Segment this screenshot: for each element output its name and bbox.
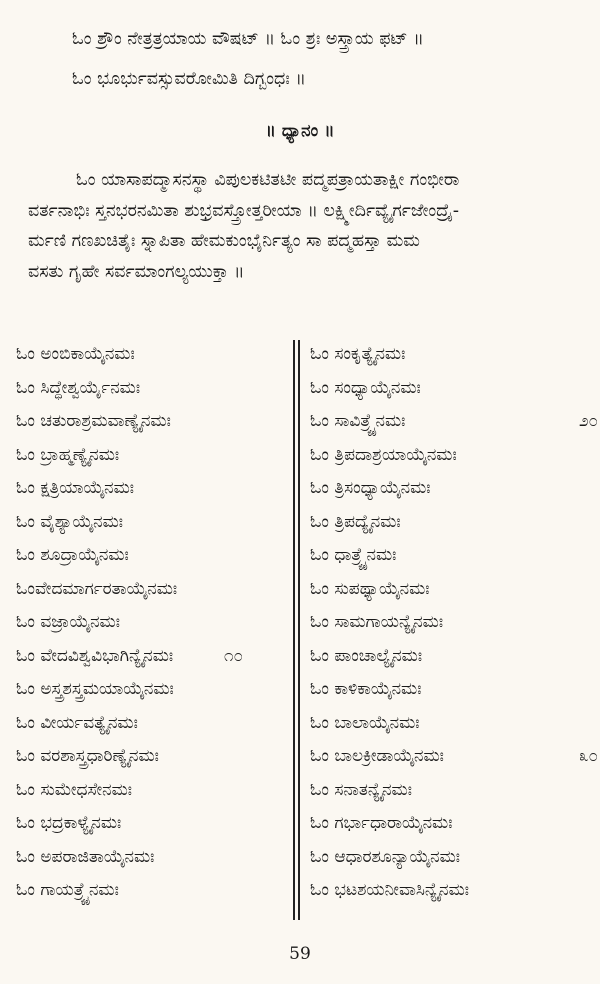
name-list-item bbox=[310, 539, 578, 573]
name-list-item bbox=[310, 707, 578, 741]
name-list-item bbox=[16, 372, 284, 406]
name-text: ಓಂ ವರಶಾಸ್ತ್ರಧಾರಿಣ್ಯೈನಮಃ bbox=[16, 746, 159, 766]
name-list-item bbox=[310, 573, 578, 607]
name-text: ಓಂ ಸಾಮಗಾಯನ್ಯೈನಮಃ bbox=[310, 612, 444, 632]
name-list-item bbox=[16, 405, 284, 439]
name-text: ಓಂ ತ್ರಿಸಂಧ್ಯಾಯೈನಮಃ bbox=[310, 478, 431, 498]
mantra-line-2: ಓಂ ಭೂರ್ಭುವಸ್ಸುವರೋಮಿತಿ ದಿಗ್ಬಂಧಃ ॥ bbox=[72, 69, 306, 89]
name-list-item bbox=[310, 506, 578, 540]
name-list-item bbox=[310, 740, 598, 774]
name-list-item bbox=[16, 807, 284, 841]
name-list-item bbox=[310, 874, 578, 908]
name-text: ಓಂ ಅಂಬಿಕಾಯೈನಮಃ bbox=[16, 344, 135, 364]
name-text: ಓಂ ಶೂದ್ರಾಯೈನಮಃ bbox=[16, 545, 129, 565]
name-text: ಓಂ ಬಾಲಕ್ರೀಡಾಯೈನಮಃ bbox=[310, 746, 444, 766]
name-list-item bbox=[16, 874, 284, 908]
name-text: ಓಂ ಅಸ್ತ್ರಶಸ್ತ್ರಮಯಾಯೈನಮಃ bbox=[16, 679, 174, 699]
name-text: ಓಂ ಕ್ಷತ್ರಿಯಾಯೈನಮಃ bbox=[16, 478, 135, 498]
name-text: ಓಂ ಗರ್ಭಾಧಾರಾಯೈನಮಃ bbox=[310, 813, 453, 833]
name-list-item bbox=[16, 506, 284, 540]
dhyana-line: ವಸತು ಗೃಹೇ ಸರ್ವಮಾಂಗಲ್ಯಯುಕ್ತಾ ॥ bbox=[28, 261, 245, 282]
name-text: ಓಂ ಕಾಳಿಕಾಯೈನಮಃ bbox=[310, 679, 422, 699]
name-list-item bbox=[16, 573, 284, 607]
name-text: ಓಂ ತ್ರಿಪದಾಶ್ರಯಾಯೈನಮಃ bbox=[310, 444, 457, 465]
name-text: ಓಂ ಪಾಂಚಾಲ್ಯೈನಮಃ bbox=[310, 645, 423, 666]
name-list-item bbox=[310, 640, 578, 674]
dhyana-verse bbox=[28, 165, 573, 287]
name-text: ಓಂ ಭಟಶಯನೀವಾಸಿನ್ಯೈನಮಃ bbox=[310, 880, 469, 900]
name-list-item bbox=[310, 439, 578, 473]
name-text: ಓಂ ಗಾಯತ್ರ್ಯೈನಮಃ bbox=[16, 880, 119, 900]
name-list-item bbox=[310, 807, 578, 841]
name-text: ಓಂ ಚತುರಾಶ್ರಮವಾಣ್ಯೈನಮಃ bbox=[16, 411, 171, 431]
name-text: ಓಂ ಸಾವಿತ್ರ್ಯೈನಮಃ bbox=[310, 411, 406, 431]
name-list-item bbox=[310, 673, 578, 707]
name-list-item bbox=[16, 774, 284, 808]
verse-number: ೨೦ bbox=[578, 411, 598, 431]
name-text: ಓಂವೇದಮಾರ್ಗರತಾಯೈನಮಃ bbox=[16, 578, 178, 599]
name-text: ಓಂ ವೈಶ್ಯಾಯೈನಮಃ bbox=[16, 511, 123, 532]
name-text: ಓಂ ಸುಪಥ್ಯಾಯೈನಮಃ bbox=[310, 578, 430, 599]
verse-number: ೧೦ bbox=[224, 645, 244, 666]
name-text: ಓಂ ವೀರ್ಯವತ್ಯೈನಮಃ bbox=[16, 712, 138, 733]
column-divider bbox=[298, 340, 300, 920]
name-text: ಓಂ ಸಂಕೃತ್ಯೈನಮಃ bbox=[310, 344, 406, 364]
name-text: ಓಂ ಸಿದ್ಧೇಶ್ವರ್ಯೈನಮಃ bbox=[16, 377, 141, 398]
name-list-item bbox=[16, 740, 284, 774]
name-list-item bbox=[16, 439, 284, 473]
name-list-item bbox=[310, 405, 598, 439]
name-list-item bbox=[16, 539, 284, 573]
name-text: ಓಂ ಸುಮೇಧಸೇನಮಃ bbox=[16, 779, 132, 800]
name-text: ಓಂ ಧಾತ್ರ್ಯೈನಮಃ bbox=[310, 545, 397, 565]
name-list-item bbox=[310, 606, 578, 640]
left-names-column bbox=[16, 338, 284, 908]
name-list-item bbox=[16, 841, 284, 875]
name-text: ಓಂ ತ್ರಿಪದ್ಯೈನಮಃ bbox=[310, 511, 401, 532]
name-text: ಓಂ ವೇದವಿಶ್ವವಿಭಾಗಿನ್ಯೈನಮಃ bbox=[16, 645, 174, 666]
name-text: ಓಂ ಆಧಾರಶೂನ್ಯಾಯೈನಮಃ bbox=[310, 846, 461, 867]
name-list-item bbox=[310, 372, 578, 406]
name-list-item bbox=[310, 472, 578, 506]
name-list-item bbox=[310, 774, 578, 808]
name-list-item bbox=[310, 338, 578, 372]
name-list-item bbox=[16, 338, 284, 372]
mantra-line-1: ಓಂ ಶ್ರೌಂ ನೇತ್ರತ್ರಯಾಯ ವೌಷಟ್ ॥ ಓಂ ಶ್ರಃ ಅಸ್ತ್ರಾಯ ಫಟ್ ॥ bbox=[72, 29, 424, 49]
name-list-item bbox=[16, 707, 284, 741]
dhyana-line: ಓಂ ಯಾಸಾಪದ್ಮಾಸನಸ್ಥಾ ವಿಪುಲಕಟಿತಟೀ ಪದ್ಮಪತ್ರಾಯತಾಕ್ಷೀ ಗಂಭೀರಾ bbox=[76, 170, 460, 190]
page-number: 59 bbox=[289, 944, 311, 964]
dhyana-heading: ॥ ಧ್ಯಾನಂ ॥ bbox=[265, 121, 335, 141]
name-text: ಓಂ ಸನಾತನ್ಯೈನಮಃ bbox=[310, 779, 412, 800]
name-text: ಓಂ ಭದ್ರಕಾಳ್ಯೈನಮಃ bbox=[16, 813, 122, 833]
name-text: ಓಂ ವಜ್ರಾಯೈನಮಃ bbox=[16, 612, 120, 632]
name-list-item bbox=[16, 640, 284, 674]
name-text: ಓಂ ಅಪರಾಜಿತಾಯೈನಮಃ bbox=[16, 846, 155, 867]
column-divider bbox=[293, 340, 295, 920]
verse-number: ೩೦ bbox=[578, 746, 598, 766]
name-text: ಓಂ ಸಂಧ್ಯಾಯೈನಮಃ bbox=[310, 377, 421, 398]
name-text: ಓಂ ಬಾಲಾಯೈನಮಃ bbox=[310, 712, 420, 733]
name-text: ಓಂ ಬ್ರಾಹ್ಮಣ್ಯೈನಮಃ bbox=[16, 444, 120, 465]
right-names-column bbox=[310, 338, 598, 908]
name-list-item bbox=[16, 673, 284, 707]
dhyana-line: ರ್ಮಣಿ ಗಣಖಚಿತೈಃ ಸ್ನಾಪಿತಾ ಹೇಮಕುಂಭೈರ್ನಿತ್ಯಂ ಸಾ ಪದ್ಮಹಸ್ತಾ ಮಮ bbox=[28, 231, 420, 251]
name-list-item bbox=[310, 841, 578, 875]
name-list-item bbox=[16, 606, 284, 640]
name-list-item bbox=[16, 472, 284, 506]
dhyana-line: ವರ್ತನಾಭಿಃ ಸ್ತನಭರನಮಿತಾ ಶುಭ್ರವಸ್ತ್ರೋತ್ತರೀಯಾ ॥ ಲಕ್ಷ್ಮೀರ್ದಿವ್ಯೈರ್ಗಜೇಂದ್ರೈ- bbox=[28, 200, 460, 221]
